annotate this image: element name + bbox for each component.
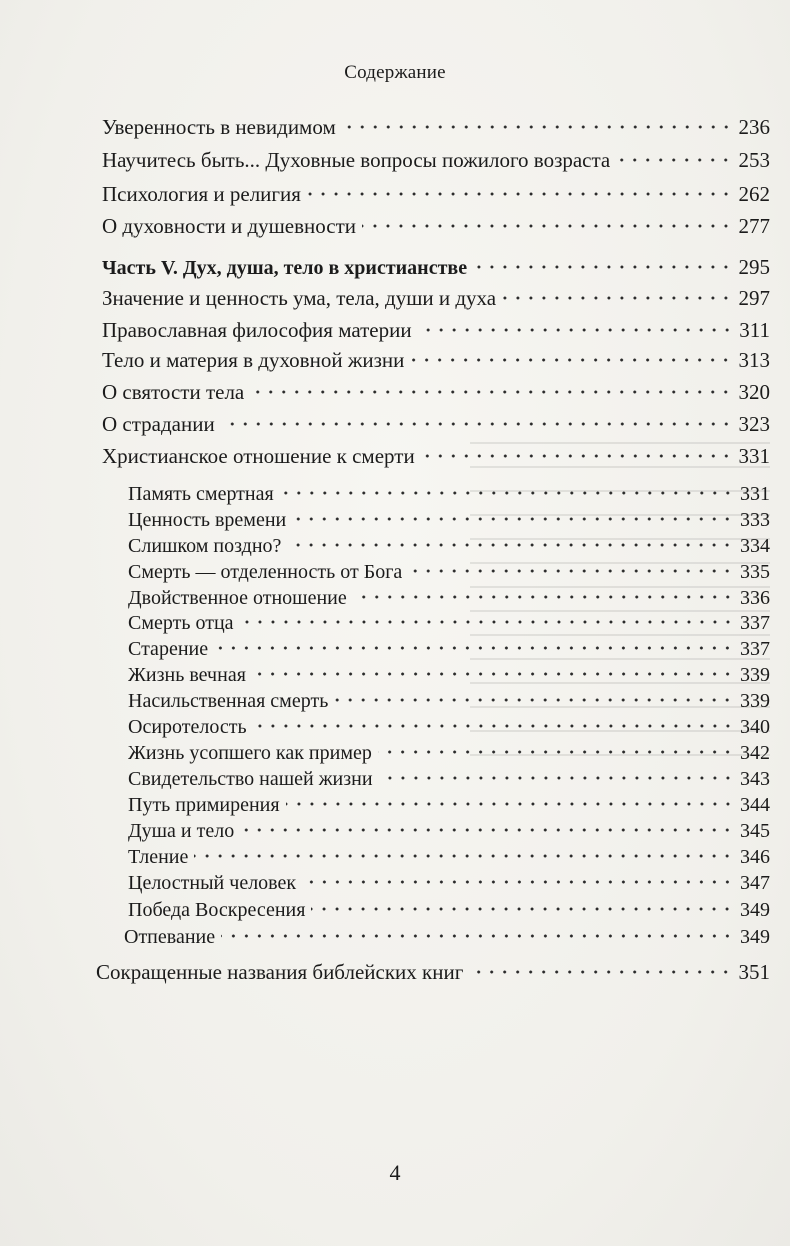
toc-entry-page: 331 xyxy=(738,444,770,468)
leader-dots xyxy=(334,697,734,703)
toc-entry[interactable] xyxy=(102,346,770,374)
toc-entry-title: Православная философия материи xyxy=(102,318,412,342)
toc-entry[interactable] xyxy=(102,212,770,240)
toc-entry-title: Тело и материя в духовной жизни xyxy=(102,348,405,372)
toc-entry-title: Память смертная xyxy=(128,483,274,505)
toc-entry[interactable] xyxy=(102,284,770,312)
toc-subentry[interactable] xyxy=(128,713,770,741)
leader-dots xyxy=(253,723,734,729)
toc-entry-title: Смерть — отделенность от Бога xyxy=(128,561,403,583)
toc-entry-page: 337 xyxy=(740,638,770,660)
toc-entry-page: 320 xyxy=(738,380,770,404)
toc-subentry[interactable] xyxy=(128,558,770,586)
leader-dots xyxy=(221,933,734,939)
toc-entry-title: Слишком поздно? xyxy=(128,535,282,557)
leader-dots xyxy=(418,327,734,333)
leader-dots xyxy=(214,645,734,651)
toc-entry-title: О святости тела xyxy=(102,380,245,404)
leader-dots xyxy=(379,775,734,781)
leader-dots xyxy=(616,157,732,163)
leader-dots xyxy=(252,671,734,677)
toc-subentry[interactable] xyxy=(128,817,770,845)
toc-entry-title: Свидетельство нашей жизни xyxy=(128,768,373,790)
toc-entry-title: Значение и ценность ума, тела, души и духа xyxy=(102,286,497,310)
toc-entry-title: Научитесь быть... Духовные вопросы пожилого возраста xyxy=(102,148,611,172)
toc-entry-title: Жизнь усопшего как пример xyxy=(128,742,372,764)
toc-entry-title: Насильственная смерть xyxy=(128,690,329,712)
toc-entry-page: 311 xyxy=(739,318,770,342)
toc-entry-page: 351 xyxy=(738,960,770,984)
toc-entry-title: Часть V. Дух, душа, тело в христианстве xyxy=(102,257,468,279)
toc-entry-title: Старение xyxy=(128,638,209,660)
page-number: 4 xyxy=(389,1160,401,1185)
toc-entry-page: 339 xyxy=(740,690,770,712)
toc-subentry[interactable] xyxy=(128,843,770,871)
toc-entry-title: О страдании xyxy=(102,412,215,436)
toc-entry[interactable] xyxy=(102,146,770,174)
toc-entry-page: 236 xyxy=(738,115,770,139)
toc-entry[interactable] xyxy=(102,442,770,470)
toc-entry-title: Путь примирения xyxy=(128,794,280,816)
leader-dots xyxy=(280,490,734,496)
toc-subentry[interactable] xyxy=(128,869,770,897)
toc-entry-title: О духовности и душевности xyxy=(102,214,357,238)
toc-subentry[interactable] xyxy=(128,635,770,663)
toc-entry-title: Двойственное отношение xyxy=(128,587,347,609)
toc-entry-page: 345 xyxy=(740,820,770,842)
toc-subentry[interactable] xyxy=(128,896,770,924)
toc-entry-title: Ценность времени xyxy=(128,509,287,531)
leader-dots xyxy=(353,594,734,600)
toc-entry[interactable] xyxy=(102,180,770,208)
toc-entry-page: 339 xyxy=(740,664,770,686)
toc-entry-page: 323 xyxy=(738,412,770,436)
toc-subentry[interactable] xyxy=(128,609,770,637)
toc-entry-page: 262 xyxy=(738,182,770,206)
toc-entry-page: 253 xyxy=(738,148,770,172)
leader-dots xyxy=(292,516,734,522)
leader-dots xyxy=(221,421,733,427)
toc-entry-page: 295 xyxy=(738,255,770,279)
toc-entry-page: 340 xyxy=(740,716,770,738)
leader-dots xyxy=(287,542,734,548)
leader-dots xyxy=(362,223,732,229)
leader-dots xyxy=(311,906,734,912)
leader-dots xyxy=(194,853,734,859)
leader-dots xyxy=(240,619,734,625)
leader-dots xyxy=(250,389,732,395)
toc-entry-title: Смерть отца xyxy=(128,612,234,634)
leader-dots xyxy=(378,749,734,755)
toc-entry-page: 277 xyxy=(738,214,770,238)
toc-entry-page: 331 xyxy=(740,483,770,505)
toc-entry-page: 344 xyxy=(740,794,770,816)
toc-subentry[interactable] xyxy=(128,765,770,793)
toc-entry[interactable] xyxy=(102,316,770,344)
toc-entry-title: Тление xyxy=(128,846,189,868)
leader-dots xyxy=(342,124,733,130)
toc-entry-page: 349 xyxy=(740,926,770,948)
toc-entry[interactable] xyxy=(102,113,770,141)
toc-subentry[interactable] xyxy=(128,791,770,819)
toc-entry-title: Отпевание xyxy=(124,926,216,948)
toc-entry-page: 334 xyxy=(740,535,770,557)
toc-entry-title: Христианское отношение к смерти xyxy=(102,444,415,468)
toc-entry-title: Победа Воскресения xyxy=(128,899,306,921)
toc-entry-page: 336 xyxy=(740,587,770,609)
toc-subentry[interactable] xyxy=(128,532,770,560)
running-header: Содержание xyxy=(344,62,446,83)
toc-entry-title: Уверенность в невидимом xyxy=(102,115,336,139)
toc-entry-title: Душа и тело xyxy=(128,820,235,842)
toc-entry-title: Жизнь вечная xyxy=(128,664,246,686)
toc-subentry[interactable] xyxy=(124,923,770,951)
leader-dots xyxy=(502,295,732,301)
toc-entry-title: Осиротелость xyxy=(128,716,247,738)
leader-dots xyxy=(286,801,734,807)
toc-entry[interactable] xyxy=(96,958,770,986)
leader-dots xyxy=(240,827,734,833)
toc-subentry[interactable] xyxy=(128,661,770,689)
toc-subentry[interactable] xyxy=(128,584,770,612)
toc-entry-page: 349 xyxy=(740,899,770,921)
leader-dots xyxy=(302,879,734,885)
toc-entry-title: Психология и религия xyxy=(102,182,301,206)
toc-entry-page: 346 xyxy=(740,846,770,868)
leader-dots xyxy=(408,568,734,574)
toc-part-heading[interactable] xyxy=(102,253,770,281)
leader-dots xyxy=(410,357,732,363)
toc-subentry[interactable] xyxy=(128,480,770,508)
leader-dots xyxy=(307,191,733,197)
toc-subentry[interactable] xyxy=(128,739,770,767)
toc-entry-page: 347 xyxy=(740,872,770,894)
toc-entry-page: 342 xyxy=(740,742,770,764)
toc-entry-page: 297 xyxy=(738,286,770,310)
leader-dots xyxy=(469,969,732,975)
toc-entry-page: 337 xyxy=(740,612,770,634)
leader-dots xyxy=(421,453,733,459)
toc-subentry[interactable] xyxy=(128,687,770,715)
leader-dots xyxy=(473,264,732,270)
toc-entry[interactable] xyxy=(102,378,770,406)
toc-entry-page: 333 xyxy=(740,509,770,531)
toc-entry-page: 313 xyxy=(738,348,770,372)
toc-entry-page: 335 xyxy=(740,561,770,583)
toc-entry-title: Сокращенные названия библейских книг xyxy=(96,960,464,984)
toc-entry-page: 343 xyxy=(740,768,770,790)
toc-entry[interactable] xyxy=(102,410,770,438)
toc-subentry[interactable] xyxy=(128,506,770,534)
toc-entry-title: Целостный человек xyxy=(128,872,297,894)
